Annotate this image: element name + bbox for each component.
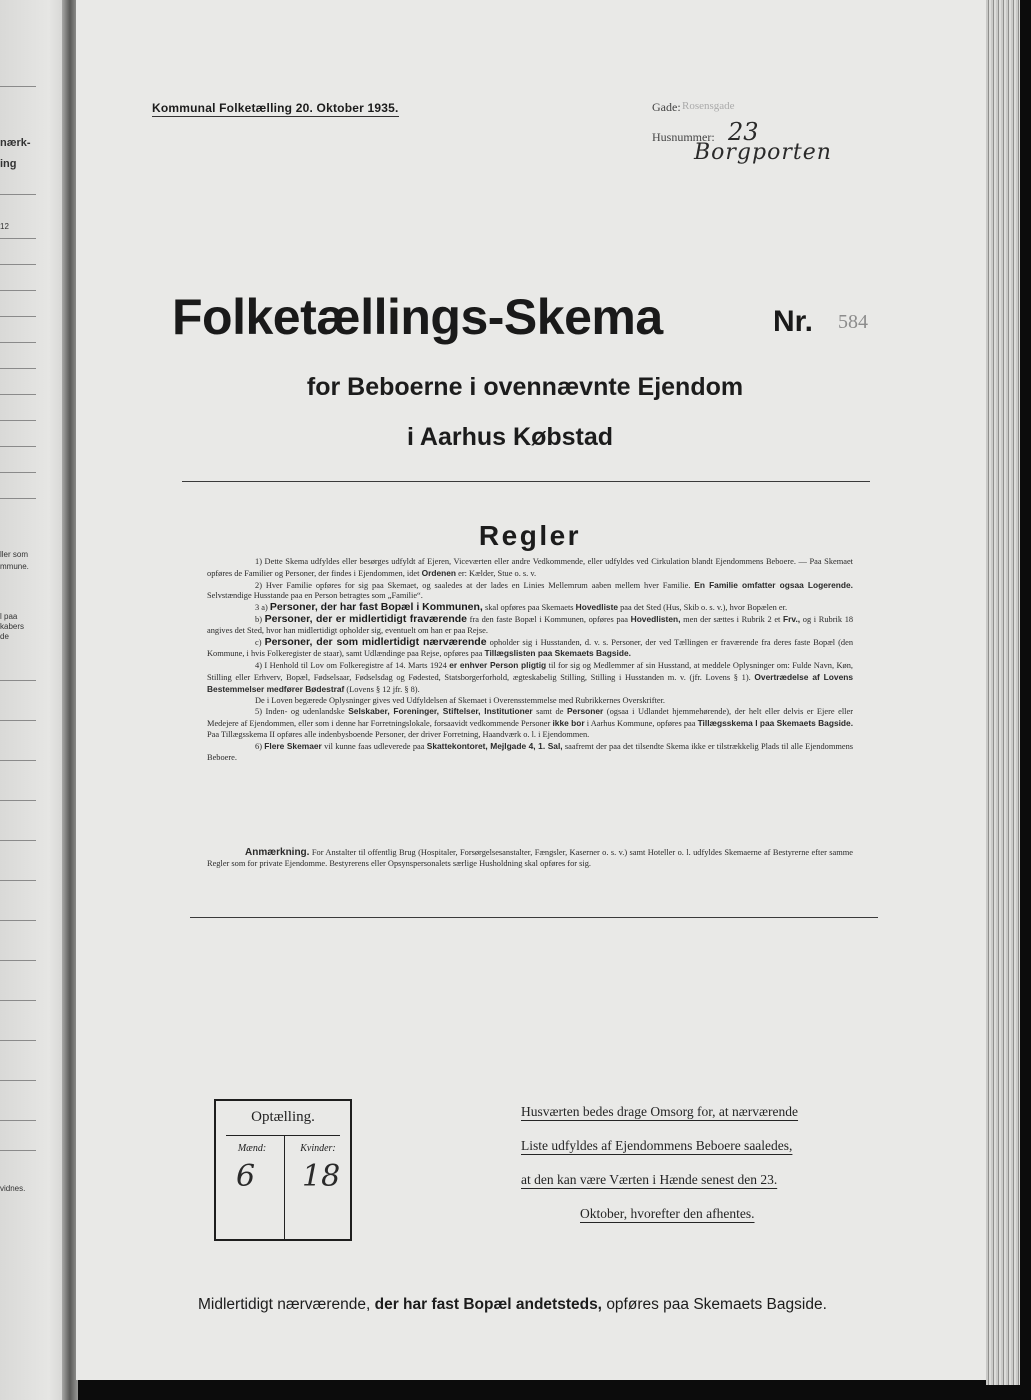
landlord-notice-line: Liste udfyldes af Ejendommens Beboere saaledes, (521, 1138, 793, 1153)
rule-text: (ogsaa i Udlandet hjemmehørende), der helt eller delvis er Ejere eller Medejere af Ejendommen, eller som i denne har Forretningslokale, forsaavidt vedkommende Personer (207, 707, 853, 729)
house-name-handwritten: Borgporten (694, 140, 832, 165)
rule-text: og i Rubrik 18 angives det Sted, hvor han midlertidigt opholder sig, eventuelt om han er paa Rejse. (207, 614, 854, 635)
rule-text: Paa Tillægsskema II opføres alle indenbysboende Personer, der driver Forretning, Haandværk o. l. i Ejendommen. (207, 729, 590, 739)
rule-text: fra den faste Bopæl i Kommunen, opføres paa (469, 614, 628, 624)
remark-paragraph (207, 848, 853, 870)
rule-text: samt de (536, 707, 564, 717)
rule-number: 6) (255, 741, 262, 751)
rule-1 (207, 557, 853, 580)
rule-text: er: Kælder, Stue o. s. v. (458, 568, 537, 578)
rule-emphasis: Overtrædelse af Lovens Bestemmelser medfører Bødestraf (207, 671, 854, 694)
rule-text: opholder sig i Husstanden, d. v. s. Personer, der ved Tællingen er fraværende fra deres faste Bopæl (den Kommune, i hvis Folkeregister de staar), samt Udlændinge paa Rejse, opføres paa (207, 637, 854, 659)
rule-emphasis: Personer (566, 706, 604, 717)
left-page-fragment: ing (0, 158, 17, 170)
ruled-line (0, 760, 36, 761)
rule-heading: Personer, der har fast Bopæl i Kommunen, (269, 601, 483, 614)
rule-number: b) (255, 614, 262, 624)
rule-heading: Personer, der som midlertidigt nærværende (264, 635, 487, 648)
divider-line (182, 481, 870, 482)
rule-4 (207, 660, 853, 695)
footer-instruction (198, 1296, 827, 1314)
rule-text: 5) Inden- og udenlandske (255, 707, 345, 717)
ruled-line (0, 800, 36, 801)
ruled-line (0, 680, 36, 681)
ruled-line (0, 316, 36, 317)
ruled-line (0, 472, 36, 473)
rule-3c (207, 637, 853, 661)
ruled-line (0, 194, 36, 195)
landlord-notice-line: at den kan være Værten i Hænde senest den 23. (521, 1172, 778, 1187)
rule-text: til for sig og Medlemmer af sin Husstand, at meddele Oplysninger om: Fulde Navn, Køn, Stilling eller Erhverv, Bopæl, Fødselsaar, Fødselsdag og Fødested, Statsborgerforhold, ægteskabelig Stilling, Stilling i Husstanden m. v. (jfr. Lovens § 1). (207, 661, 854, 682)
form-subtitle-city: i Aarhus Købstad (406, 423, 614, 451)
rules-text (207, 557, 853, 763)
rule-text: Selvstændige Husstande paa en Person betragtes som „Familie“. (207, 591, 423, 601)
ruled-line (0, 290, 36, 291)
ruled-line (0, 238, 36, 239)
street-label: Gade: (652, 100, 681, 114)
women-count-handwritten: 18 (302, 1159, 341, 1194)
rules-title: Regler (478, 520, 582, 551)
rule-emphasis: Tillægslisten paa Skemaets Bagside. (484, 648, 631, 659)
ruled-line (0, 420, 36, 421)
rule-4-note (207, 696, 853, 707)
left-page-fragment: nærk- (0, 137, 31, 149)
ruled-line (0, 920, 36, 921)
divider-line (190, 917, 878, 918)
footer-emphasis: der har fast Bopæl andetsteds, (374, 1296, 602, 1313)
rule-text: men der sættes i Rubrik 2 et (683, 614, 781, 624)
rule-heading: Personer, der er midlertidigt fraværende (264, 612, 468, 625)
rule-emphasis: Selskaber, Foreninger, Stiftelser, Institutioner (348, 706, 533, 717)
house-number-handwritten: 23 (728, 118, 759, 146)
rule-text: (Lovens § 12 jfr. § 8). (346, 684, 420, 694)
form-number-value: 584 (838, 311, 868, 333)
left-page-fragment: mmune. (0, 562, 29, 571)
count-box (214, 1099, 352, 1241)
count-title: Optælling. (251, 1109, 315, 1125)
remark-text: For Anstalter til offentlig Brug (Hospitaler, Forsørgelsesanstalter, Fængsler, Kaserner o. s. v.) samt Hoteller o. l. udfyldes Skemaerne af Bestyrerne efter samme Regler som for private Ejendomme. Bestyrerens eller Opsynspersonalets særlige Husholdning skal opføres for sig. (207, 848, 853, 868)
rule-text: paa det Sted (Hus, Skib o. s. v.), hvor Bopælen er. (620, 603, 788, 613)
rule-3b (207, 614, 853, 637)
ruled-line (0, 720, 36, 721)
form-title: Folketællings-Skema (172, 289, 663, 345)
street-value: Rosensgade (682, 100, 735, 112)
rule-emphasis: ikke bor (552, 718, 585, 729)
rule-2 (207, 580, 853, 603)
left-page-fragment: ller som (0, 550, 29, 559)
men-count-handwritten: 6 (236, 1159, 256, 1194)
landlord-notice-line: Oktober, hvorefter den afhentes. (580, 1206, 755, 1221)
rule-5 (207, 706, 853, 740)
rule-number: c) (255, 637, 262, 647)
ruled-line (0, 498, 36, 499)
rule-emphasis: er enhver Person pligtig (449, 660, 547, 671)
left-page-fragment: de (0, 632, 9, 641)
form-number-label: Nr. (773, 305, 814, 338)
rule-text: 1) Dette Skema udfyldes eller besørges udfyldt af Ejeren, Viceværten eller andre Vedkommende, eller udfyldes ved Cirkulation blandt Ejendommens Beboere. — Paa Skemaet opføres de Familier og Personer, der findes i Ejendommen, idet (207, 557, 853, 578)
ruled-line (0, 1000, 36, 1001)
ruled-line (0, 1150, 36, 1151)
census-header: Kommunal Folketælling 20. Oktober 1935. (152, 101, 399, 115)
rule-text: vil kunne faas udleverede paa (324, 741, 425, 751)
rule-text: saafremt der paa det tilsendte Skema ikke er tilstrækkelig Plads til alle Ejendommens Beboere. (207, 741, 854, 762)
remark (207, 848, 853, 870)
count-box-rule (226, 1135, 340, 1136)
ruled-line (0, 880, 36, 881)
house-number-label: Husnummer: (652, 130, 715, 144)
rule-emphasis: En Familie omfatter ogsaa Logerende. (694, 579, 854, 590)
left-adjacent-page (0, 0, 70, 1400)
ruled-line (0, 368, 36, 369)
rule-emphasis: Tillægsskema I paa Skemaets Bagside. (697, 718, 854, 729)
ruled-line (0, 960, 36, 961)
rule-emphasis: Hovedlisten, (630, 613, 681, 624)
rule-text: skal opføres paa Skemaets (484, 603, 574, 613)
ruled-line (0, 1120, 36, 1121)
left-page-fragment: vidnes. (0, 1184, 26, 1193)
rule-6 (207, 741, 853, 764)
rule-emphasis: Frv., (783, 613, 801, 624)
form-subtitle: for Beboerne i ovennævnte Ejendom (306, 373, 744, 401)
ruled-line (0, 264, 36, 265)
footer-text: opføres paa Skemaets Bagside. (606, 1296, 827, 1313)
rule-emphasis: Flere Skemaer (264, 740, 322, 751)
rule-text: De i Loven begærede Oplysninger gives ved Udfyldelsen af Skemaet i Overensstemmelse med Rubrikkernes Overskrifter. (255, 695, 666, 705)
ruled-line (0, 840, 36, 841)
rule-text: 4) I Henhold til Lov om Folkeregistre af 14. Marts 1924 (255, 661, 447, 671)
left-page-fragment: kabers (0, 622, 25, 631)
left-page-fragment: l paa (0, 612, 18, 621)
ruled-line (0, 1080, 36, 1081)
left-page-fragment: 12 (0, 222, 9, 231)
ruled-line (0, 342, 36, 343)
count-box-divider (284, 1135, 285, 1239)
footer-text: Midlertidigt nærværende, (198, 1296, 371, 1313)
rule-emphasis: Hovedliste (575, 602, 619, 613)
ruled-line (0, 86, 36, 87)
rule-emphasis: Skattekontoret, Mejlgade 4, 1. Sal, (426, 740, 563, 751)
men-label: Mænd: (237, 1143, 267, 1154)
rule-text: i Aarhus Kommune, opføres paa (586, 719, 696, 729)
remark-heading: Anmærkning. (245, 847, 310, 858)
rule-emphasis: Ordenen (421, 567, 457, 578)
women-label: Kvinder: (300, 1143, 336, 1154)
rule-text: 2) Hver Familie opføres for sig paa Skemaet, og saaledes at der lades en Linies Mellemrum aaben mellem hver Familie. (255, 580, 691, 590)
page-edges (986, 0, 1020, 1385)
rule-number: 3 a) (255, 603, 268, 613)
landlord-notice-line: Husværten bedes drage Omsorg for, at nærværende (521, 1104, 799, 1119)
ruled-line (0, 1040, 36, 1041)
